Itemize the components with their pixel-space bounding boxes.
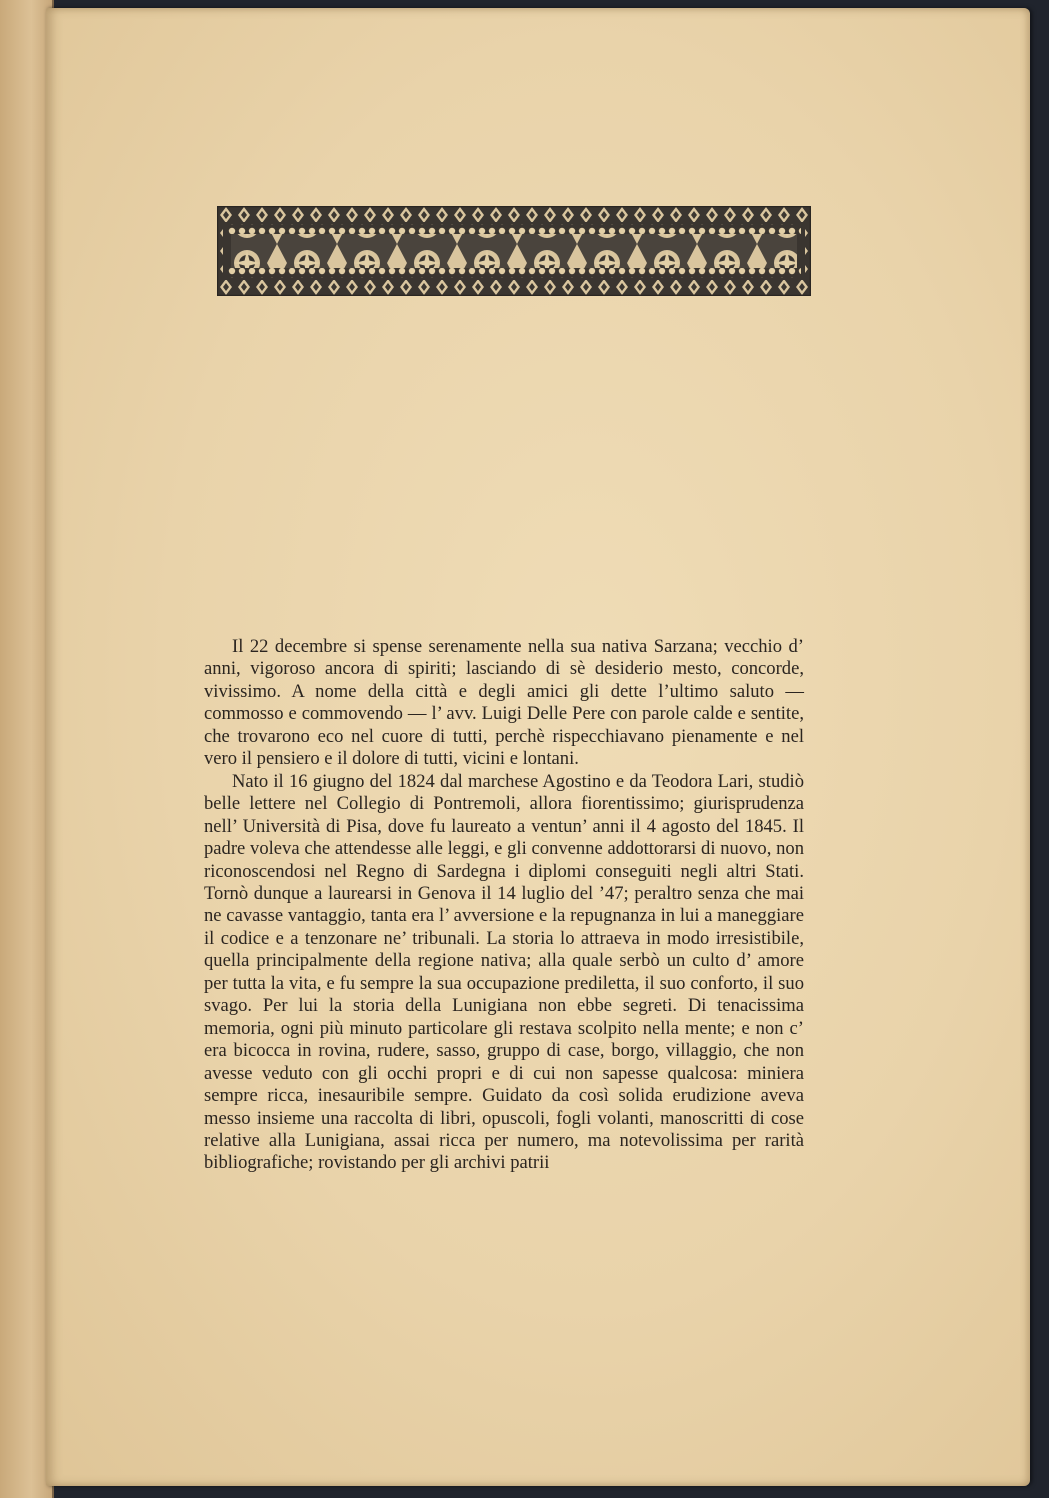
decorative-header-band-icon [217,206,811,296]
body-text [204,636,804,1175]
paragraph-2: Nato il 16 giugno del 1824 dal marchese Agostino e da Teodora Lari, studiò belle lettere nel Collegio di Pontremoli, allora fiorentissimo; giurisprudenza nell’ Università di Pisa, dove fu laureato a ventun’ anni il 4 agosto del 1845. Il padre voleva che attendesse alle leggi, e gli convenne addottorarsi di nuovo, non riconoscendosi nel Regno di Sardegna i diplomi conseguiti negli altri Stati. Tornò dunque a laurearsi in Genova il 14 luglio del ’47; peraltro senza che mai ne cavasse vantaggio, tanta era l’ avversione e la repugnanza in lui a maneggiare il codice e a tenzonare ne’ tribunali. La storia lo attraeva in modo irresistibile, quella principalmente della regione nativa; alla quale serbò un culto d’ amore per tutta la vita, e fu sempre la sua occupazione prediletta, il suo conforto, il suo svago. Per lui la storia della Lunigiana non ebbe segreti. Di tenacissima memoria, ogni più minuto particolare gli restava scolpito nella mente; e non c’ era bicocca in rovina, rudere, sasso, gruppo di case, borgo, villaggio, che non avesse veduto con gli occhi propri e di cui non sapesse qualcosa: miniera sempre ricca, inesauribile sempre. Guidato da così solida erudizione aveva messo insieme una raccolta di libri, opuscoli, fogli volanti, manoscritti di cose relative alla Lunigiana, assai ricca per numero, ma notevolissima per rarità bibliografiche; rovistando per gli archivi patrii [204,770,804,1174]
paragraph-1: Il 22 decembre si spense serenamente nella sua nativa Sarzana; vecchio d’ anni, vigoroso ancora di spiriti; lasciando di sè desiderio mesto, concorde, vivissimo. A nome della città e degli amici gli dette l’ultimo saluto — commosso e commovendo — l’ avv. Luigi Delle Pere con parole calde e sentite, che trovarono eco nel cuore di tutti, perchè rispecchiavano pienamente e nel vero il pensiero e il dolore di tutti, vicini e lontani. [204,636,804,770]
